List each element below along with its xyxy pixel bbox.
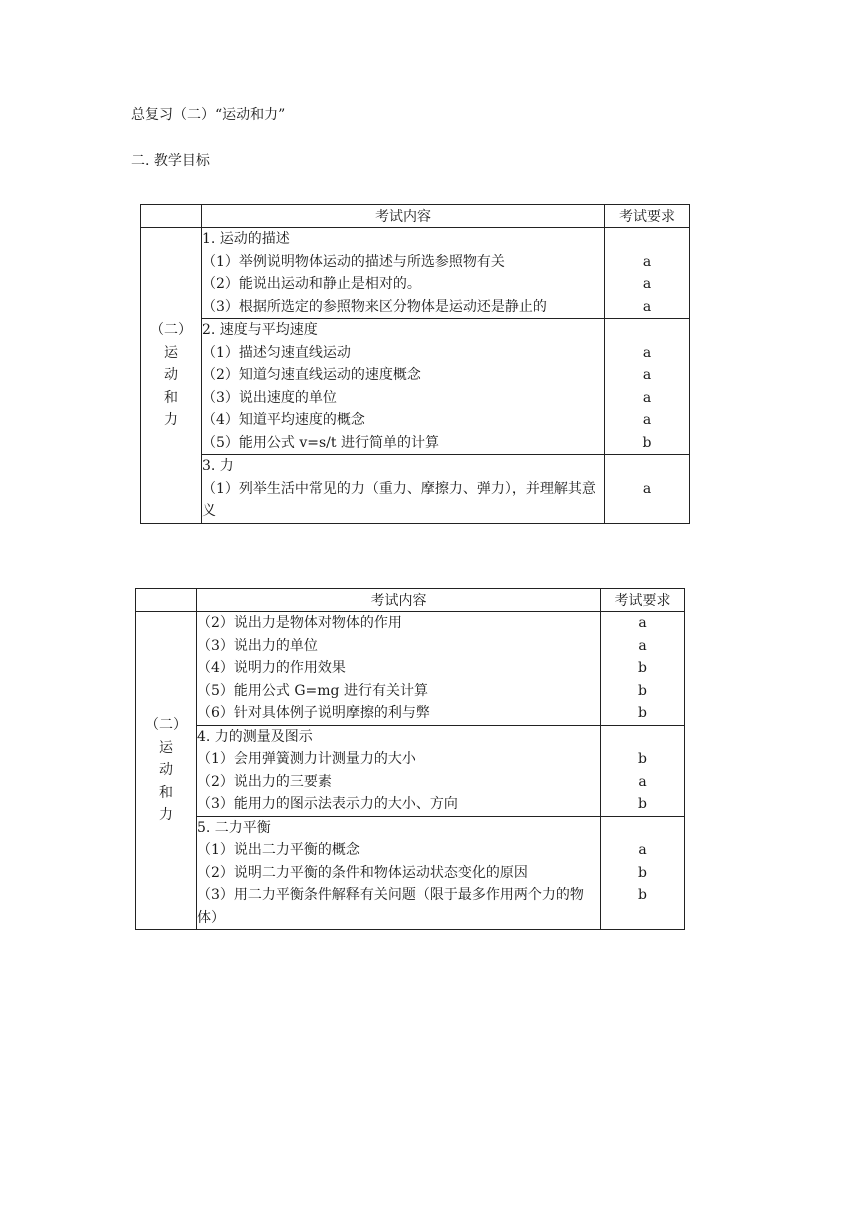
requirement-level: a <box>638 773 647 790</box>
header-requirement: 考试要求 <box>605 205 690 228</box>
requirement-cell <box>601 816 685 930</box>
requirement-level: b <box>638 751 647 767</box>
requirement-level: a <box>642 298 652 315</box>
requirement-level: b <box>638 864 647 881</box>
requirement-level: a <box>642 276 652 292</box>
objective-item: （1）描述匀速直线运动 <box>202 344 351 361</box>
objective-item: （3）说出力的单位 <box>197 637 318 654</box>
table-header-row <box>141 205 690 228</box>
category-label: 和 <box>159 784 173 801</box>
content-cell <box>202 319 605 455</box>
requirement-cell <box>605 319 690 455</box>
requirement-cell <box>605 455 690 524</box>
content-cell <box>202 455 605 524</box>
category-label: 运 <box>164 344 178 361</box>
header-requirement: 考试要求 <box>601 589 685 612</box>
requirement-level: b <box>638 682 647 699</box>
header-content: 考试内容 <box>202 205 605 228</box>
category-label: （二） <box>150 322 192 338</box>
table-row <box>136 725 685 816</box>
requirement-level: a <box>642 412 652 428</box>
table-row <box>136 816 685 930</box>
category-label: 运 <box>159 739 173 756</box>
objective-item: （3）根据所选定的参照物来区分物体是运动还是静止的 <box>202 298 547 315</box>
objective-item: （2）说出力的三要素 <box>197 773 332 790</box>
table-row <box>141 228 690 319</box>
objective-item: （4）说明力的作用效果 <box>197 660 346 676</box>
requirement-level: a <box>638 637 647 654</box>
requirement-level: a <box>642 344 652 361</box>
content-cell <box>202 228 605 319</box>
objective-item: （2）能说出运动和静止是相对的。 <box>202 276 421 292</box>
requirement-level: a <box>638 615 647 631</box>
category-cell <box>141 228 202 524</box>
objective-item: （1）会用弹簧测力计测量力的大小 <box>197 751 416 767</box>
objectives-table-1 <box>140 204 690 524</box>
requirement-level: b <box>638 796 647 812</box>
objective-item: （1）说出二力平衡的概念 <box>197 842 360 858</box>
objective-item: （3）说出速度的单位 <box>202 389 337 406</box>
requirement-level: a <box>642 367 652 383</box>
objective-item: （2）说明二力平衡的条件和物体运动状态变化的原因 <box>197 864 528 881</box>
requirement-level: a <box>642 389 652 406</box>
objective-item: （5）能用公式 v=s/t 进行简单的计算 <box>202 434 439 451</box>
objective-item: （1）举例说明物体运动的描述与所选参照物有关 <box>202 253 505 270</box>
header-content: 考试内容 <box>197 589 601 612</box>
requirement-level: a <box>642 480 652 497</box>
group-heading: 4. 力的测量及图示 <box>197 728 313 745</box>
group-heading: 1. 运动的描述 <box>202 231 290 247</box>
requirement-cell <box>601 612 685 726</box>
table-row <box>136 612 685 726</box>
objective-item: （3）能用力的图示法表示力的大小、方向 <box>197 796 458 812</box>
group-heading: 5. 二力平衡 <box>197 819 271 836</box>
objective-item: （2）说出力是物体对物体的作用 <box>197 615 402 631</box>
category-cell <box>136 612 197 930</box>
group-heading: 3. 力 <box>202 458 234 474</box>
table-row <box>141 455 690 524</box>
section-heading: 二. 教学目标 <box>131 153 210 169</box>
table-header-row <box>136 589 685 612</box>
header-blank-cell <box>141 205 202 228</box>
requirement-level: b <box>638 887 647 903</box>
category-label: 力 <box>164 412 178 428</box>
requirement-level: a <box>642 253 652 270</box>
requirement-level: a <box>638 842 647 858</box>
category-label: 动 <box>159 762 173 779</box>
objectives-table-2 <box>135 588 685 930</box>
objective-item: （3）用二力平衡条件解释有关问题（限于最多作用两个力的物体） <box>197 887 584 926</box>
requirement-level: b <box>642 434 652 451</box>
document-title: 总复习（二）“运动和力” <box>131 107 286 123</box>
objective-item: （4）知道平均速度的概念 <box>202 412 365 428</box>
category-label: 力 <box>159 807 173 824</box>
category-label: 和 <box>164 389 178 406</box>
category-label: 动 <box>164 367 178 383</box>
objective-item: （5）能用公式 G=mg 进行有关计算 <box>197 682 428 699</box>
objective-item: （1）列举生活中常见的力（重力、摩擦力、弹力），并理解其意义 <box>202 480 596 519</box>
requirement-level: b <box>638 660 647 676</box>
header-blank-cell <box>136 589 197 612</box>
table-row <box>141 319 690 455</box>
group-heading: 2. 速度与平均速度 <box>202 322 318 338</box>
requirement-cell <box>605 228 690 319</box>
requirement-level: b <box>638 705 647 721</box>
requirement-cell <box>601 725 685 816</box>
content-cell <box>197 612 601 726</box>
content-cell <box>197 816 601 930</box>
content-cell <box>197 725 601 816</box>
category-label: （二） <box>145 717 187 734</box>
objective-item: （2）知道匀速直线运动的速度概念 <box>202 367 421 383</box>
objective-item: （6）针对具体例子说明摩擦的利与弊 <box>197 705 430 721</box>
